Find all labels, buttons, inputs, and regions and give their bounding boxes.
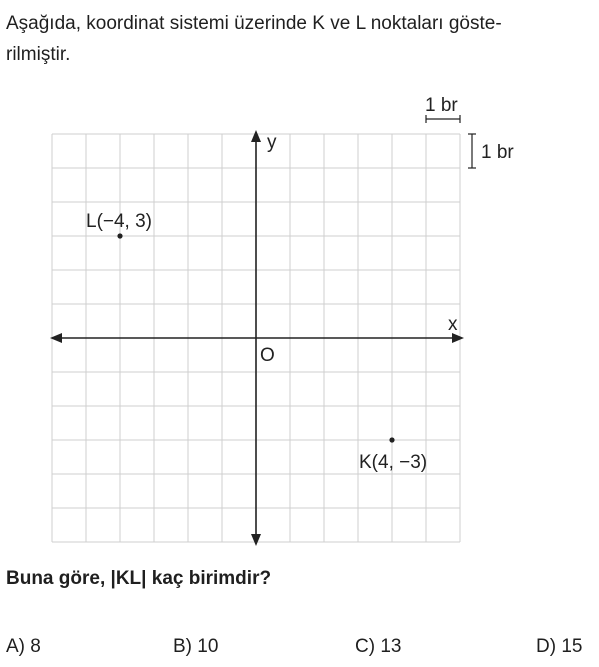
intro-line-1: Aşağıda, koordinat sistemi üzerinde K ve L noktaları göste- <box>6 13 502 34</box>
option-c[interactable]: C) 13 <box>355 636 402 657</box>
question-text: Buna göre, |KL| kaç birimdir? <box>6 568 272 589</box>
unit-horizontal-label: 1 br <box>425 95 458 116</box>
point-label-k: K(4, −3) <box>359 452 428 473</box>
y-axis-top-arrow <box>251 130 261 142</box>
origin-label: O <box>260 345 275 366</box>
option-a[interactable]: A) 8 <box>6 636 41 657</box>
unit-vertical-marker <box>468 134 476 168</box>
intro-line-2: rilmiştir. <box>6 44 71 65</box>
point-k <box>389 437 394 442</box>
unit-horizontal-marker <box>426 115 460 123</box>
y-axis-label: y <box>267 132 277 153</box>
y-axis-bottom-arrow <box>251 534 261 546</box>
unit-vertical-label: 1 br <box>481 142 514 163</box>
x-axis-label: x <box>448 314 458 335</box>
option-b[interactable]: B) 10 <box>173 636 219 657</box>
point-label-l: L(−4, 3) <box>86 211 153 232</box>
option-d[interactable]: D) 15 <box>536 636 583 657</box>
point-l <box>117 233 122 238</box>
